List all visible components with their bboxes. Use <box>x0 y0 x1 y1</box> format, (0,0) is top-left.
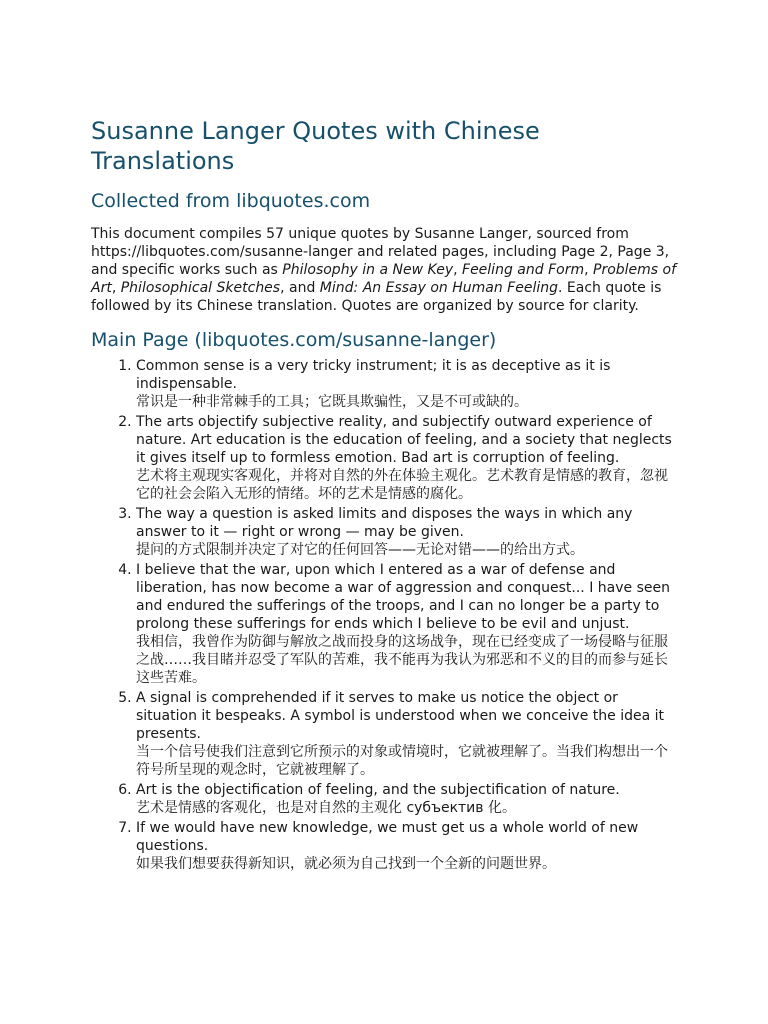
quote-chinese: 当一个信号使我们注意到它所预示的对象或情境时，它就被理解了。当我们构想出一个符号所呈现的观念时，它就被理解了。 <box>136 744 668 778</box>
quote-chinese: 提问的方式限制并决定了对它的任何回答——无论对错——的给出方式。 <box>136 542 584 558</box>
work-title: Mind: An Essay on Human Feeling <box>319 280 558 296</box>
quote-english: 5. A signal is comprehended if it serves to make us notice the object or situation it bespeaks. A symbol is understood when we conceive the idea it presents. <box>136 690 665 742</box>
quote-english: 2. The arts objectify subjective reality, and subjectify outward experience of nature. Art education is the education of feeling, and a society that neglects it gives itself up to formless emotion. Bad art is corruption of feeling. <box>136 414 672 466</box>
quote-item <box>136 505 681 559</box>
quote-english: 1. Common sense is a very tricky instrument; it is as deceptive as it is indispensable. <box>136 358 611 392</box>
intro-text: , <box>111 280 121 296</box>
quote-chinese: 艺术是情感的客观化，也是对自然的主观化 субъектив 化。 <box>136 800 516 816</box>
quote-english: 6. Art is the objectification of feeling, and the subjectification of nature. <box>136 782 620 798</box>
quote-chinese: 如果我们想要获得新知识，就必须为自己找到一个全新的问题世界。 <box>136 856 556 872</box>
quote-item <box>136 689 681 779</box>
intro-text: , <box>584 262 593 278</box>
work-title: Feeling and Form <box>462 262 585 278</box>
quote-english: 3. The way a question is asked limits and disposes the ways in which any answer to it — right or wrong — may be given. <box>136 506 633 540</box>
quote-chinese: 我相信，我曾作为防御与解放之战而投身的这场战争，现在已经变成了一场侵略与征服之战……我目睹并忍受了军队的苦难，我不能再为我认为邪恶和不义的目的而参与延长这些苦难。 <box>136 634 668 686</box>
quote-item <box>136 819 681 873</box>
document-content <box>91 116 681 875</box>
work-title: Philosophy in a New Key <box>282 262 454 278</box>
work-title: Philosophical Sketches <box>120 280 281 296</box>
intro-text: This document compiles 57 unique quotes by Susanne Langer, sourced from https://libquotes.com/susanne-langer and related pages, including Page 2, Page 3, and specific works such as <box>91 226 670 278</box>
quote-item <box>136 413 681 503</box>
quote-item <box>136 561 681 687</box>
quote-chinese: 艺术将主观现实客观化，并将对自然的外在体验主观化。艺术教育是情感的教育，忽视它的社会会陷入无形的情绪。坏的艺术是情感的腐化。 <box>136 468 668 502</box>
quote-chinese: 常识是一种非常棘手的工具；它既具欺骗性，又是不可或缺的。 <box>136 394 528 410</box>
quote-item <box>136 357 681 411</box>
quote-item <box>136 781 681 817</box>
quote-english: 4. I believe that the war, upon which I entered as a war of defense and liberation, has now become a war of aggression and conquest... I have seen and endured the sufferings of the troops, and I can no longer be a party to prolong these sufferings for ends which I believe to be evil and unjust. <box>136 562 670 632</box>
quote-list <box>91 357 681 873</box>
section-heading: Main Page (libquotes.com/susanne-langer) <box>91 329 497 351</box>
intro-text: , and <box>280 280 320 296</box>
intro-text: , <box>453 262 463 278</box>
intro-text: . Each quote is followed by its Chinese translation. Quotes are organized by source for clarity. <box>91 280 662 314</box>
intro-paragraph <box>91 225 681 315</box>
work-title: Problems of Art <box>91 262 677 296</box>
document-title: Susanne Langer Quotes with Chinese Translations <box>91 117 540 175</box>
quote-english: 7. If we would have new knowledge, we must get us a whole world of new questions. <box>136 820 639 854</box>
document-subtitle: Collected from libquotes.com <box>91 190 371 212</box>
